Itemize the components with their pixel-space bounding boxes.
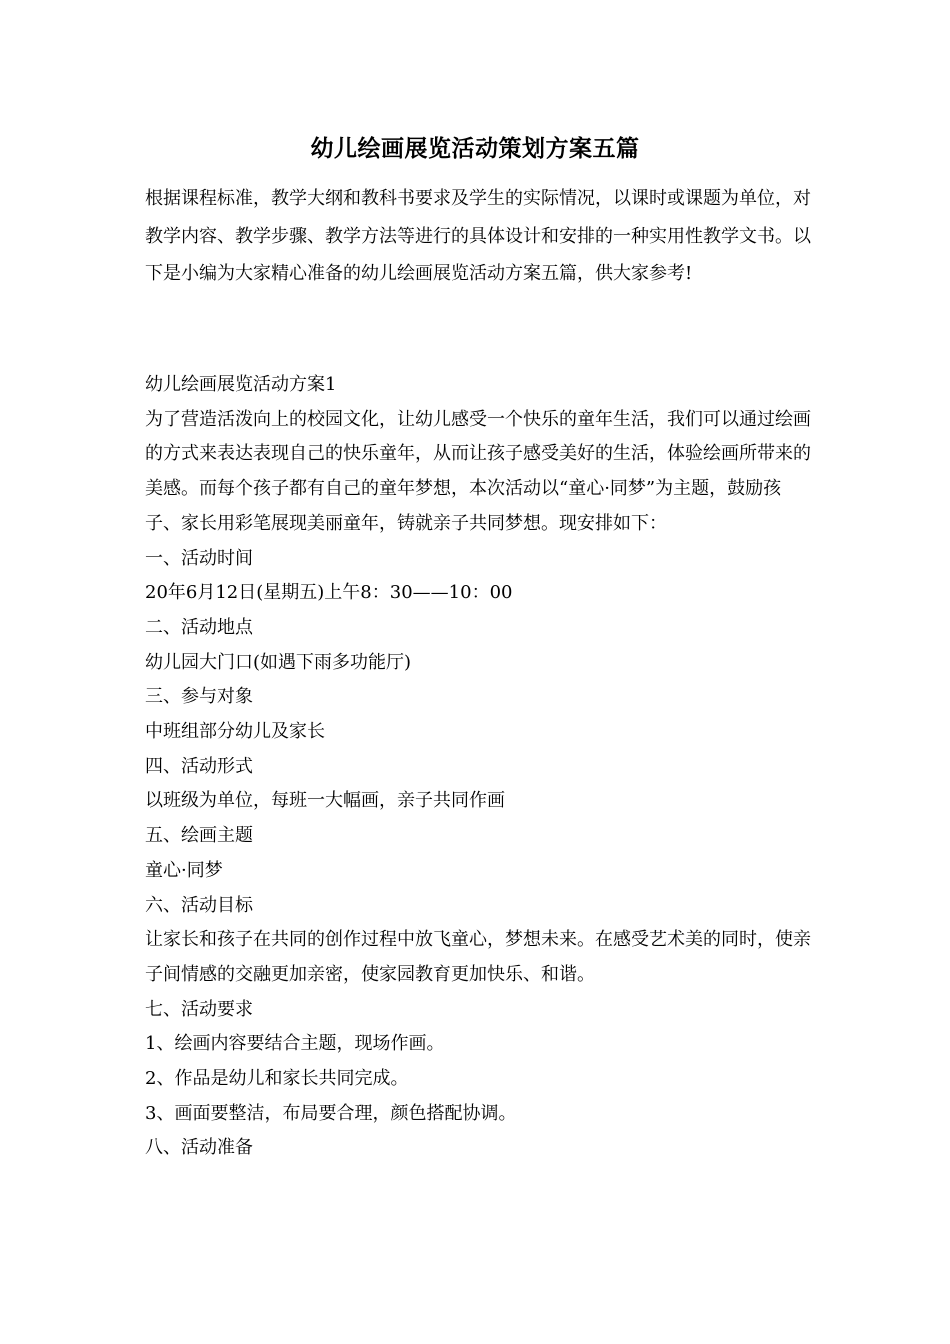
activity-goals-text: 让家长和孩子在共同的创作过程中放飞童心，梦想未来。在感受艺术美的同时，使亲子间情感的交融更加亲密，使家园教育更加快乐、和谐。: [145, 929, 811, 985]
activity-time-text: 20年6月12日(星期五)上午8：30——10：00: [145, 582, 513, 604]
heading-activity-requirements: 七、活动要求: [145, 998, 253, 1020]
heading-activity-preparation: 八、活动准备: [145, 1137, 253, 1159]
requirement-item: 3、画面要整洁，布局要合理，颜色搭配协调。: [145, 1102, 517, 1124]
heading-activity-location: 二、活动地点: [145, 616, 253, 638]
participants-text: 中班组部分幼儿及家长: [145, 721, 325, 743]
heading-drawing-theme: 五、绘画主题: [145, 825, 253, 847]
activity-form-text: 以班级为单位，每班一大幅画，亲子共同作画: [145, 790, 505, 812]
section-body: [145, 368, 817, 1166]
document-title: 幼儿绘画展览活动策划方案五篇: [310, 135, 640, 162]
requirement-item: 1、绘画内容要结合主题，现场作画。: [145, 1033, 445, 1055]
drawing-theme-text: 童心·同梦: [145, 859, 223, 881]
section-intro-paragraph: 为了营造活泼向上的校园文化，让幼儿感受一个快乐的童年生活，我们可以通过绘画的方式来表达表现自己的快乐童年，从而让孩子感受美好的生活，体验绘画所带来的美感。而每个孩子都有自己的童年梦想，本次活动以“童心·同梦”为主题，鼓励孩子、家长用彩笔展现美丽童年，铸就亲子共同梦想。现安排如下：: [145, 408, 811, 534]
heading-activity-form: 四、活动形式: [145, 755, 253, 777]
heading-activity-goals: 六、活动目标: [145, 894, 253, 916]
activity-location-text: 幼儿园大门口(如遇下雨多功能厅): [145, 651, 412, 673]
intro-paragraph: 根据课程标准，教学大纲和教科书要求及学生的实际情况，以课时或课题为单位，对教学内容、教学步骤、教学方法等进行的具体设计和安排的一种实用性教学文书。以下是小编为大家精心准备的幼儿绘画展览活动方案五篇，供大家参考!: [145, 188, 811, 284]
heading-activity-time: 一、活动时间: [145, 547, 253, 569]
heading-participants: 三、参与对象: [145, 686, 253, 708]
requirement-item: 2、作品是幼儿和家长共同完成。: [145, 1068, 409, 1090]
section-heading: 幼儿绘画展览活动方案1: [145, 374, 337, 395]
